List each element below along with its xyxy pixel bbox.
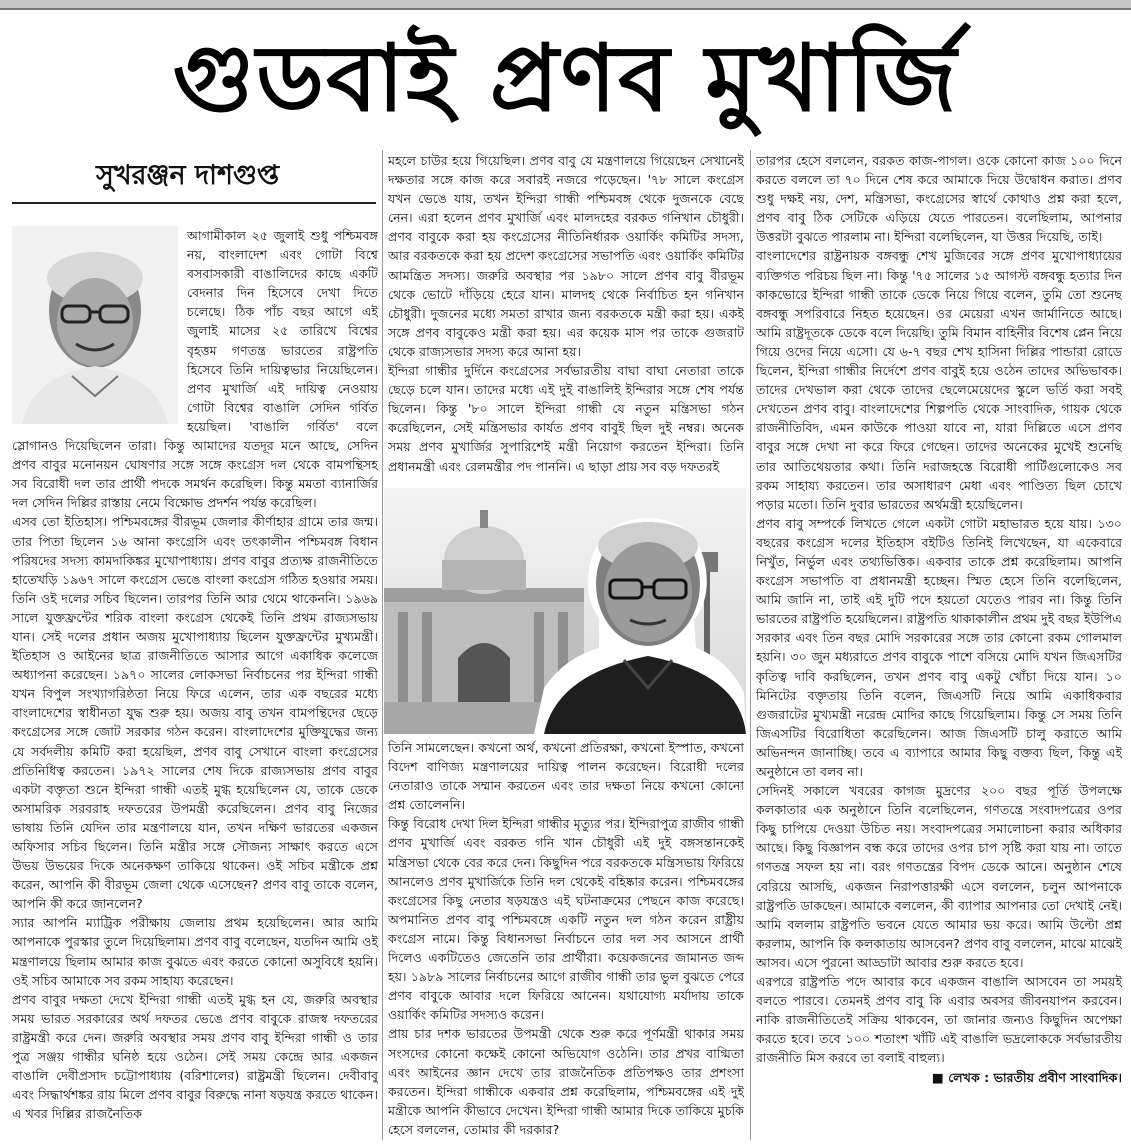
column-1-paragraph: আগামীকাল ২৫ জুলাই শুধু পশ্চিমবঙ্গ নয়, বাংলাদেশ এবং গোটা বিশ্বে বসবাসকারী বাঙালিদের কাছে একটি বেদনার দিন হিসেবে দেখা দিতে চলেছে। ঠিক পাঁচ বছর আগে এই জুলাই মাসের ২৫ তারিখে বিশ্বের বৃহত্তম গণতন্ত্র ভারতের রাষ্ট্রপতি হিসেবে তিনি দায়িত্বভার নিয়েছিলেন। প্রণব মুখার্জি এই দায়িত্ব নেওয়ায় গোটা বিশ্বের বাঙালি সেদিন গর্বিত হয়েছিল। 'বাঙালি গর্বিত' বলে স্লোগানও দিয়েছিলেন তারা। কিন্তু আমাদের যতদূর মনে আছে, সেদিন প্রণব বাবুর মনোনয়ন ঘোষণার সঙ্গে সঙ্গে কংগ্রেস দল থেকে বামপন্থিসহ সব বিরোধী দল তার প্রার্থী পদকে সমর্থন করেছিল। কিন্তু মমতা ব্যানার্জির দল সেদিন দিল্লির রাস্তায় নেমে বিক্ষোভ প্রদর্শন পর্যন্ত করেছিল।: [12, 228, 378, 511]
column-2-bottom: [388, 738, 744, 1140]
column-1-paragraph: এসব তো ইতিহাস। পশ্চিমবঙ্গের বীরভূম জেলার কীর্ণাহার গ্রামে তার জন্ম। তার পিতা ছিলেন ১৬ আনা কংগ্রেসি এবং তৎকালীন পশ্চিমবঙ্গ বিধান পরিষদের সদস্য কামদাকিঙ্কর মুখোপাধ্যায়। প্রণব বাবুর প্রত্যক্ষ রাজনীতিতে হাতেখড়ি ১৯৬৭ সালে কংগ্রেস ভেঙে বাংলা কংগ্রেস গঠিত হওয়ার সময়। তিনি ওই দলের সচিব ছিলেন। তারপর তিনি আর থেমে থাকেননি। ১৯৬৯ সালে যুক্তফ্রন্টের শরিক বাংলা কংগ্রেস থেকেই তিনি প্রথম রাজ্যসভায় যান। সেই দলের প্রধান অজয় মুখোপাধ্যায় ছিলেন যুক্তফ্রন্টের মুখ্যমন্ত্রী। ইতিহাস ও আইনের ছাত্র রাজনীতিতে আসার আগে একাধিক কলেজে অধ্যাপনা করেছেন। ১৯৭০ সালের লোকসভা নির্বাচনের পর ইন্দিরা গান্ধী যখন বিপুল সংখ্যাগরিষ্ঠতা নিয়ে ফিরে এলেন, তার এক বছরের মধ্যে বাংলাদেশের স্বাধীনতা যুদ্ধ শুরু হয়। অজয় বাবু তখন বামপন্থিদের ছেড়ে কংগ্রেসের সঙ্গে জোট সরকার গঠন করেন। বাংলাদেশের মুক্তিযুদ্ধের জন্য যে সর্বদলীয় কমিটি করা হয়েছিল, প্রণব বাবু সেখানে বাংলা কংগ্রেসের প্রতিনিধিত্ব করতেন। ১৯৭২ সালের শেষ দিকে রাজ্যসভায় প্রণব বাবুর একটা বক্তৃতা শুনে ইন্দিরা গান্ধী এতই মুগ্ধ হয়েছিলেন যে, তাকে ডেকে অসামরিক সরবরাহ দফতরের উপমন্ত্রী করেছিলেন। প্রণব বাবু নিজের ভাষায় তিনি যেদিন তার মন্ত্রণালয়ে যান, তখন দক্ষিণ ভারতের একজন অফিসার সচিব ছিলেন। তিনি মন্ত্রীর সঙ্গে সৌজন্য সাক্ষাৎ করতে এসে উভয় উভয়ের দিকে অনেকক্ষণ তাকিয়ে থাকেন। ওই সচিব মন্ত্রীকে প্রশ্ন করেন, আপনি কী বীরভূম জেলা থেকে এসেছেন? প্রণব বাবু তাকে বলেন, আপনি কী করে জানলেন?: [12, 514, 378, 912]
column-3-paragraph: বাংলাদেশের রাষ্ট্রনায়ক বঙ্গবন্ধু শেখ মুজিবের সঙ্গে প্রণব মুখোপাধ্যায়ের ব্যক্তিগত পরিচয় ছিল না। কিন্তু '৭৫ সালের ১৫ আগস্ট বঙ্গবন্ধু হত্যার দিন কাকভোরে ইন্দিরা গান্ধী তাকে ডেকে নিয়ে গিয়ে বলেন, তুমি তো শুনেছ বঙ্গবন্ধু সপরিবারে নিহত হয়েছেন। ওর মেয়েরা এখন জার্মানিতে আছে। আমি রাষ্ট্রদূতকে ডেকে বলে দিয়েছি। তুমি বিমান বাহিনীর বিশেষ প্লেন নিয়ে গিয়ে ওদের নিয়ে এসো। যে ৬-৭ বছর শেখ হাসিনা দিল্লির পান্ডারা রোডে ছিলেন, ইন্দিরা গান্ধীর নির্দেশে প্রণব বাবুই হয়ে ওঠেন তাদের অভিভাবক। তাদের দেখভাল করা থেকে তাদের ছেলেমেয়েদের স্কুলে ভর্তি করা সবই দেখতেন প্রণব বাবু। বাংলাদেশের শিল্পপতি থেকে সাংবাদিক, গায়ক থেকে রাজনীতিবিদ, এমন কাউকে পাওয়া যাবে না, যারা দিল্লিতে এসে প্রণব বাবুর সঙ্গে দেখা না করে ফিরে গেছেন। তাদের অনেকের মুখেই শুনেছি তার আতিথেয়তার কথা। তিনি দরাজহস্তে বিরোধী পার্টিগুলোকেও সব রকম সাহায্য করতেন। তার অসাধারণ মেধা এবং পাণ্ডিত্য ছিল চোখে পড়ার মতো। তিনি দুবার ভারতের অর্থমন্ত্রী হয়েছিলেন।: [756, 248, 1122, 512]
column-2-top: [388, 151, 744, 479]
byline: সুখরঞ্জন দাশগুপ্ত: [96, 160, 280, 191]
main-photo: [384, 488, 746, 734]
column-1-paragraph: প্রণব বাবুর দক্ষতা দেখে ইন্দিরা গান্ধী এতই মুগ্ধ হন যে, জরুরি অবস্থার সময় ভারত সরকারের অর্থ দফতর ভেঙে প্রণব বাবুকে রাজস্ব দফতরের রাষ্ট্রমন্ত্রী করে দেন। জরুরি অবস্থার সময় প্রণব বাবু ইন্দিরা গান্ধী ও তার পুত্র সঞ্জয় গান্ধীর ঘনিষ্ঠ হয়ে ওঠেন। সেই সময় কেন্দ্রে আর একজন বাঙালি দেবীপ্রসাদ চট্টোপাধ্যায় (বরিশালের) রাষ্ট্রমন্ত্রী ছিলেন। দেবীবাবু এবং সিদ্ধার্থশঙ্কর রায় মিলে প্রণব বাবুর বিরুদ্ধে নানা ষড়যন্ত্র করতে থাকেন। এ খবর দিল্লির রাজনৈতিক: [12, 991, 378, 1122]
top-gray-band: [0, 0, 1131, 8]
portrait-icon: [12, 226, 178, 424]
headline: গুডবাই প্রণব মুখার্জি: [172, 25, 959, 132]
author-signature: ■ লেখক : ভারতীয় প্রবীণ সাংবাদিক।: [931, 1069, 1122, 1085]
column-2-paragraph: মহলে চাউর হয়ে গিয়েছিল। প্রণব বাবু যে মন্ত্রণালয়ে গিয়েছেন সেখানেই দক্ষতার সঙ্গে কাজ করে সবারই নজরে পড়েছেন। '৭৮ সালে কংগ্রেস যখন ভেঙে যায়, তখন ইন্দিরা গান্ধী পশ্চিমবঙ্গ থেকে দুজনকে বেছে নেন। এরা হলেন প্রণব মুখার্জি এবং মালদহের বরকত গনিখান চৌধুরী। প্রণব বাবুকে করা হয় কংগ্রেসের নীতিনির্ধারক ওয়ার্কিং কমিটির সদস্য, আর বরকতকে করা হয় প্রদেশ কংগ্রেসের সভাপতি এবং ওয়ার্কিং কমিটির আমন্ত্রিত সদস্য। জরুরি অবস্থার পর ১৯৮০ সালে প্রণব বাবু বীরভূম থেকে ভোটে দাঁড়িয়ে হেরে যান। মালদহ থেকে নির্বাচিত হন গনিখান চৌধুরী। দুজনের মধ্যে সমতা রাখার জন্য বরকতকে মন্ত্রী করা হয়। একই সঙ্গে প্রণব বাবুকেও মন্ত্রী করা হয়। এর কয়েক মাস পর তাকে গুজরাট থেকে রাজ্যসভার সদস্য করে আনা হয়।: [388, 153, 744, 359]
column-2-paragraph: প্রায় চার দশক ভারতের উপমন্ত্রী থেকে শুরু করে পূর্ণমন্ত্রী থাকার সময় সংসদের কোনো কক্ষেই কোনো অভিযোগ ওঠেনি। তার প্রখর বাগ্মিতা এবং আইনের জ্ঞান দেখে তার রাজনৈতিক প্রতিপক্ষও তার প্রশংসা করতেন। ইন্দিরা গান্ধীকে একবার প্রশ্ন করেছিলাম, পশ্চিমবঙ্গের এই দুই মন্ত্রীকে আপনি কীভাবে দেখেন। ইন্দিরা গান্ধী আমার দিকে তাকিয়ে মুচকি হেসে বললেন, তোমার কী দরকার?: [388, 1026, 744, 1137]
column-2-paragraph: কিন্তু বিরোধ দেখা দিল ইন্দিরা গান্ধীর মৃত্যুর পর। ইন্দিরাপুত্র রাজীব গান্ধী প্রণব মুখার্জি এবং বরকত গনি খান চৌধুরী এই দুই বঙ্গসন্তানকেই মন্ত্রিসভা থেকে বের করে দেন। কিছুদিন পরে বরকতকে মন্ত্রিসভায় ফিরিয়ে আনলেও প্রণব মুখার্জিকে তিনি দল থেকেই বহিষ্কার করেন। পশ্চিমবঙ্গের কংগ্রেসের কিছু নেতার ষড়যন্ত্রও এই ঘটনাক্রমের পেছনে কাজ করেছে। অপমানিত প্রণব বাবু পশ্চিমবঙ্গে একটি নতুন দল গঠন করেন রাষ্ট্রীয় কংগ্রেস নামে। কিন্তু বিধানসভা নির্বাচনে তার দল সব আসনে প্রার্থী দিলেও একটিতেও জেতেনি তার প্রার্থীরা। কয়েকজনের জামানত জব্দ হয়। ১৯৮৯ সালের নির্বাচনের আগে রাজীব গান্ধী তার ভুল বুঝতে পেরে প্রণব বাবুকে আবার দলে ফিরিয়ে আনেন। যথাযোগ্য মর্যাদায় তাকে ওয়ার্কিং কমিটির সদস্যও করেন।: [388, 816, 744, 1023]
pranab-mukherjee-photo-icon: [384, 488, 746, 734]
column-1: [12, 226, 378, 1138]
column-2-paragraph: ইন্দিরা গান্ধীর দুর্দিনে কংগ্রেসের সর্বভারতীয় বাঘা বাঘা নেতারা তাকে ছেড়ে চলে যান। তাদের মধ্যে এই দুই বাঙালিই ইন্দিরার সঙ্গে শেষ পর্যন্ত ছিলেন। কিন্তু '৮০ সালে ইন্দিরা গান্ধী যে নতুন মন্ত্রিসভা গঠন করেছিলেন, সেই মন্ত্রিসভার কার্যত প্রণব বাবুই ছিল দুই নম্বর। অনেক সময় প্রণব মুখার্জির সুপারিশেই মন্ত্রী নিয়োগ করতেন ইন্দিরা। তিনি প্রধানমন্ত্রী এবং রেলমন্ত্রীর পদ পাননি। এ ছাড়া প্রায় সব বড় দফতরই: [388, 363, 744, 474]
column-3-paragraph: এরপরে রাষ্ট্রপতি পদে আবার কবে একজন বাঙালি আসবেন তা সময়ই বলতে পারবে। তেমনই প্রণব বাবু কি এবার অবসর জীবনযাপন করবেন। নাকি রাজনীতিতেই সক্রিয় থাকবেন, তা জানার জন্যও কিছুদিন অপেক্ষা করতে হবে। তবে ১০০ শতাংশ খাঁটি এই বাঙালি ভদ্রলোককে সর্বভারতীয় রাজনীতি মিস করবে তা বলাই বাহুল্য।: [756, 974, 1122, 1066]
column-divider: [382, 150, 383, 1140]
byline-rule: [12, 202, 376, 204]
column-1-paragraph: স্যার আপনি ম্যাট্রিক পরীক্ষায় জেলায় প্রথম হয়েছিলেন। আর আমি আপনাকে পুরস্কার তুলে দিয়েছিলাম। প্রণব বাবু বলেছেন, যতদিন আমি ওই মন্ত্রণালয়ে ছিলাম আমার কাজ বুঝতে এবং করতে কোনো অসুবিধে হয়নি। ওই সচিব আমাকে সব রকম সাহায্য করেছেন।: [12, 915, 378, 988]
top-rule: [0, 8, 1131, 10]
column-3-paragraph: প্রণব বাবু সম্পর্কে লিখতে গেলে একটা গোটা মহাভারত হয়ে যায়। ১৩০ বছরের কংগ্রেস দলের ইতিহাস বইটিও তিনিই লিখেছেন, যা একেবারে নিখুঁত, নির্ভুল এবং তথ্যভিত্তিক। একবার তাকে প্রশ্ন করেছিলাম। আপনি কংগ্রেস সভাপতি বা প্রধানমন্ত্রী হচ্ছেন। স্মিত হেসে তিনি বলেছিলেন, আমি জানি না, তাই এই দুটি পদে হয়তো যেতেও পারব না। কিন্তু তিনি ভারতের রাষ্ট্রপতি হয়েছিলেন। রাষ্ট্রপতি থাকাকালীন প্রথম দুই বছর ইউপিএ সরকার এবং তিন বছর মোদি সরকারের সঙ্গে তার কোনো রকম গোলমাল হয়নি। ৩০ জুন মধ্যরাতে প্রণব বাবুকে পাশে বসিয়ে মোদি যখন জিএসটির কৃতিত্ব দাবি করছিলেন, তখন প্রণব বাবু একটু খোঁচা দিয়ে যান। ১০ মিনিটের বক্তৃতায় তিনি বলেন, জিএসটি নিয়ে আমি একাধিকবার গুজরাটের মুখ্যমন্ত্রী নরেন্দ্র মোদির কাছে গিয়েছিলাম। কিন্তু সে সময় তিনি জিএসটির বিরোধিতা করেছিলেন। আজ জিএসটি চালু করাতে আমি অভিনন্দন জানাচ্ছি। তবে এ ব্যাপারে আমার কিছু বক্তব্য ছিল, কিন্তু এই অনুষ্ঠানে তা বলব না।: [756, 515, 1122, 779]
column-2-paragraph: তিনি সামলেছেন। কখনো অর্থ, কখনো প্রতিরক্ষা, কখনো ইস্পাত, কখনো বিদেশ বাণিজ্য মন্ত্রণালয়ের দায়িত্ব পালন করেছেন। বিরোধী দলের নেতারাও তাকে সম্মান করতেন এবং তার দক্ষতা নিয়ে কখনো কোনো প্রশ্ন তোলেননি।: [388, 740, 744, 813]
column-3: [756, 151, 1122, 1136]
column-3-paragraph: তারপর হেসে বললেন, বরকত কাজ-পাগল। ওকে কোনো কাজ ১০০ দিনে করতে বললে তা ৭০ দিনে শেষ করে আমাকে দিয়ে উদ্বোধন করাত। প্রণব শুধু দক্ষই নয়, দেশ, মন্ত্রিসভা, কংগ্রেসের স্বার্থে কোথাও প্রশ্ন করা হলে, প্রণব বাবু ঠিক সেটিকে এড়িয়ে যেতে পারতেন। বলেছিলাম, আপনার উত্তরটা বুঝতে পারলাম না। ইন্দিরা বলেছিলেন, যা উত্তর দিয়েছি, তাই।: [756, 153, 1122, 245]
column-divider: [750, 150, 751, 1140]
author-portrait: [12, 226, 178, 424]
column-3-paragraph: সেদিনই সকালে খবরের কাগজ মুদ্রণের ২০০ বছর পূর্তি উপলক্ষে কলকাতার এক অনুষ্ঠানে তিনি বলেছিলেন, গণতন্ত্রে সংবাদপত্রের ওপর কিছু চাপিয়ে দেওয়া উচিত নয়। সংবাদপত্রের সমালোচনা করার অধিকার আছে। কিছু বিজ্ঞাপন বন্ধ করে তাদের ওপর চাপ সৃষ্টি করা যায় না। তাতে গণতন্ত্র সফল হয় না। বরং গণতন্ত্রের বিপদ ডেকে আনে। অনুষ্ঠান শেষে বেরিয়ে আসছি, একজন নিরাপত্তারক্ষী এসে বললেন, চলুন আপনাকে রাষ্ট্রপতি ডাকছেন। আমাকে বললেন, কী ব্যাপার আপনার তো দেখাই নেই। আমি বললাম রাষ্ট্রপতি ভবনে যেতে আমার ভয় করে। আমি উল্টো প্রশ্ন করলাম, আপনি কি কলকাতায় আসবেন? প্রণব বাবু বললেন, মাঝে মাঝেই আসব। এসে পুরনো আড্ডাটা আবার শুরু করতে হবে।: [756, 783, 1122, 970]
